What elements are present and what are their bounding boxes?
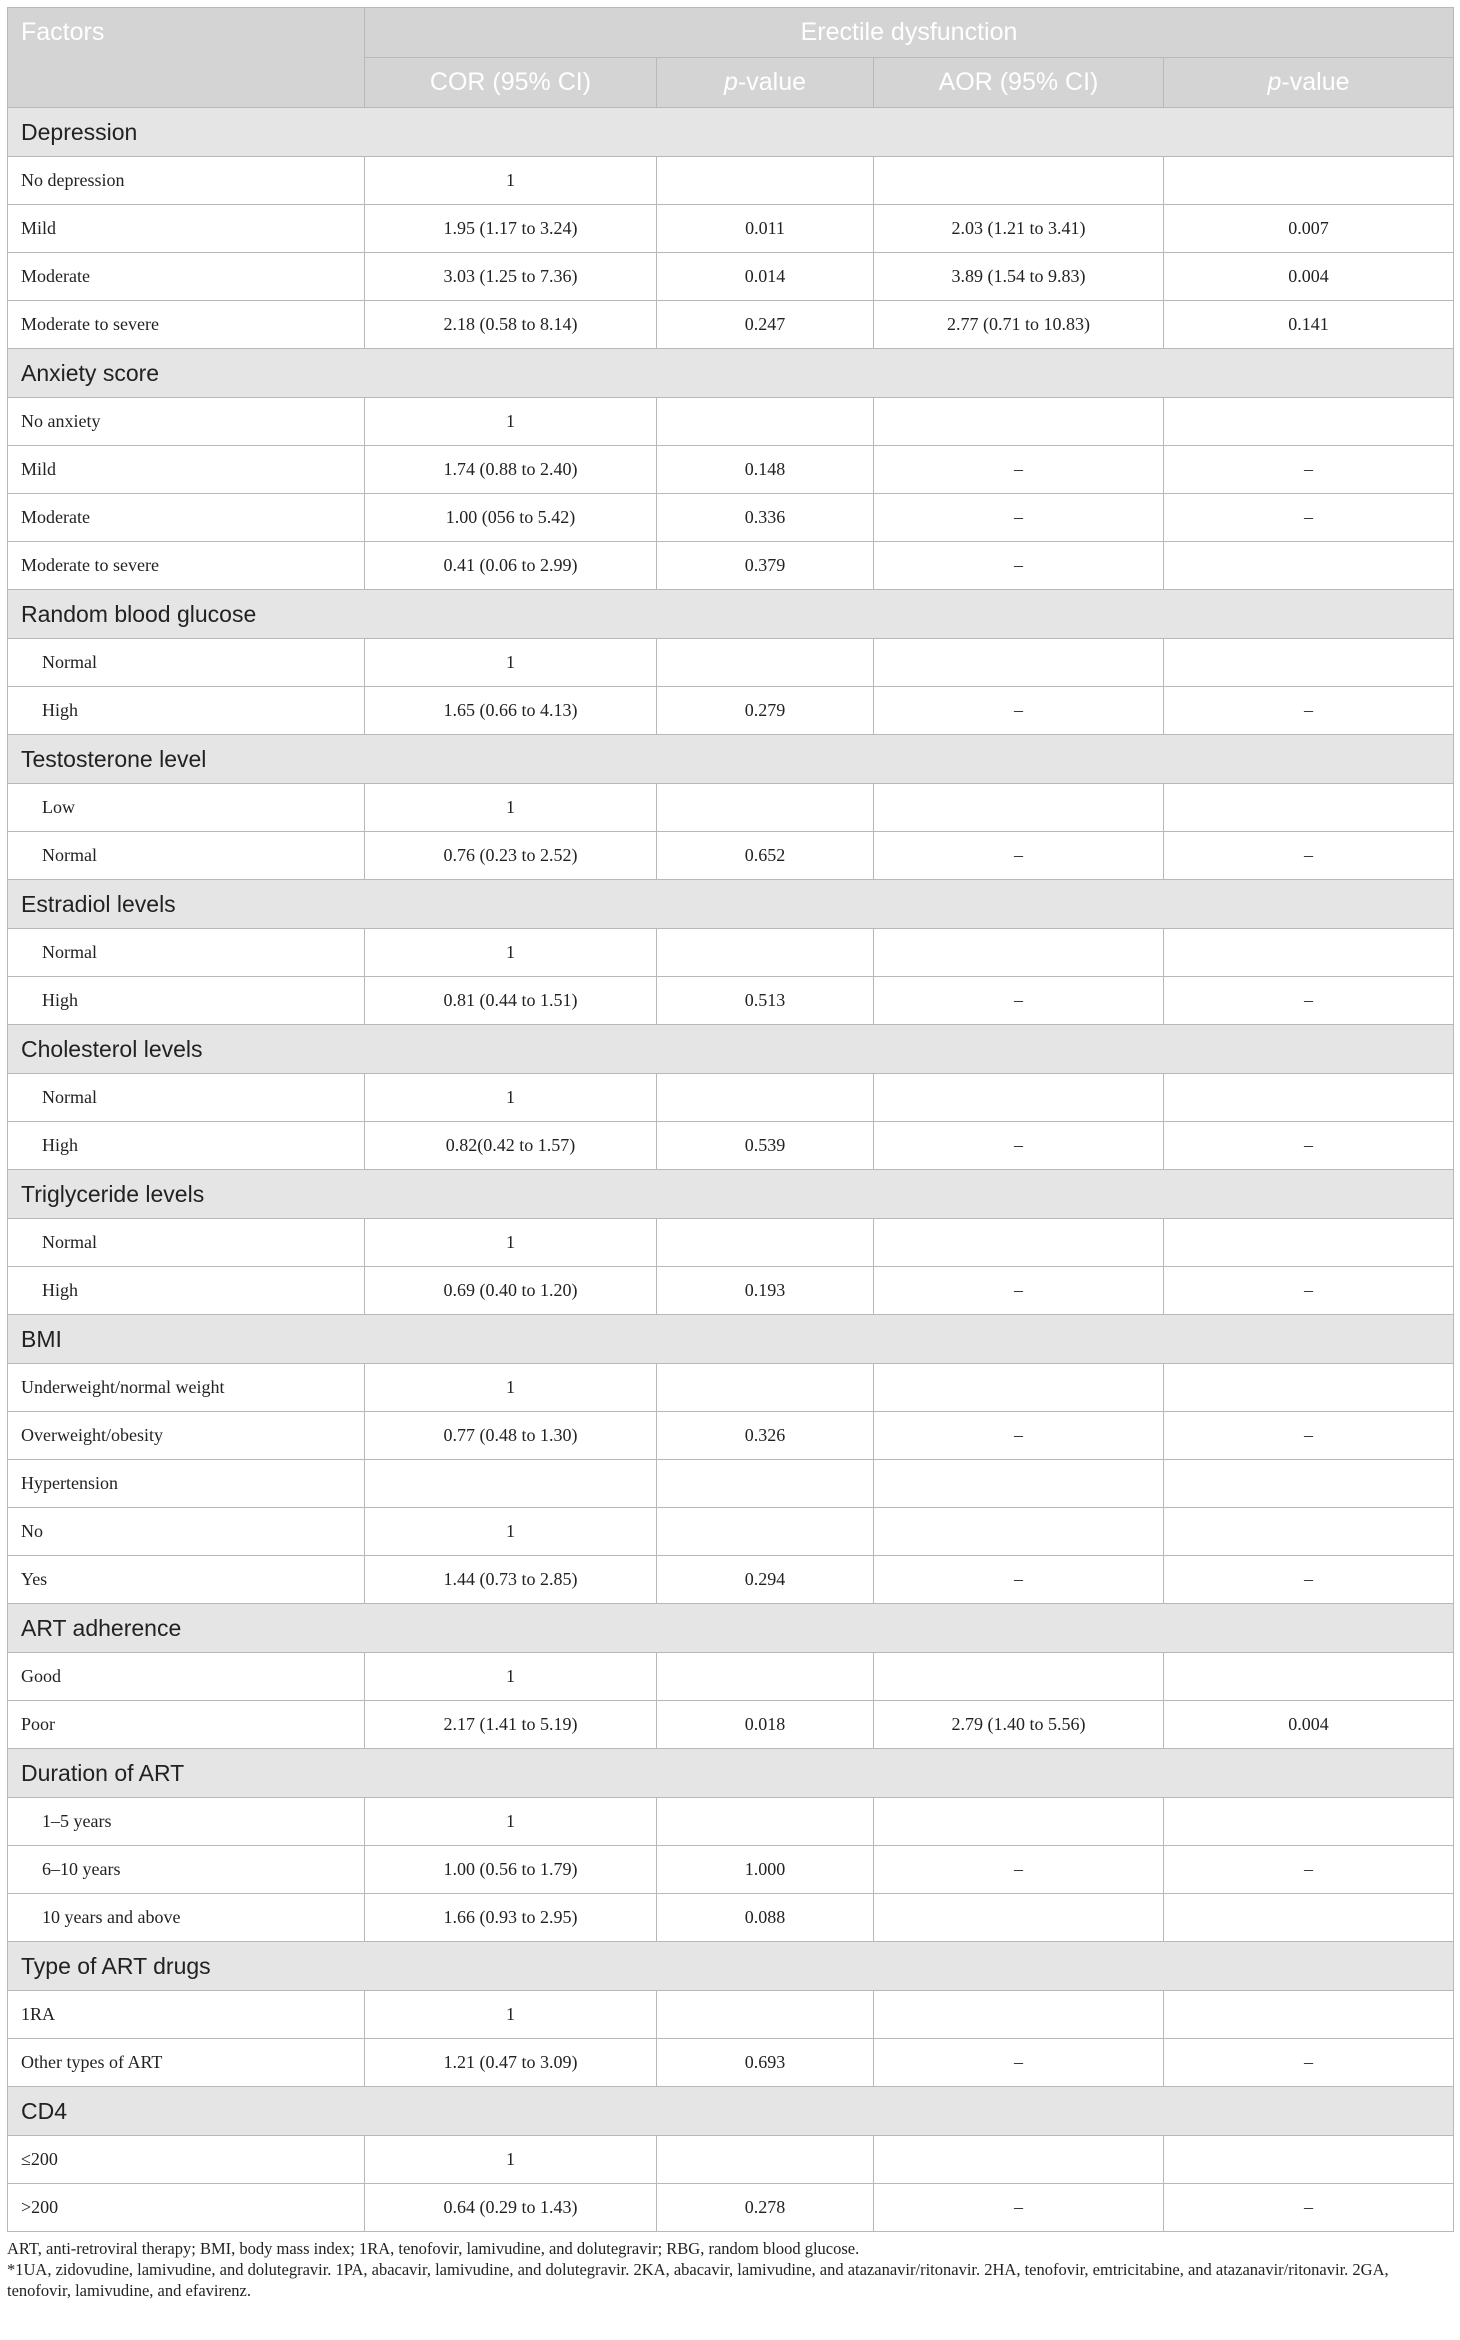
cor-p-value-cell: 0.326 (657, 1412, 874, 1460)
aor-p-value-cell: – (1164, 1556, 1454, 1604)
table-row (8, 1074, 1454, 1122)
cor-p-value-cell: 0.011 (657, 205, 874, 253)
table-row (8, 1122, 1454, 1170)
section-label: ART adherence (8, 1604, 1454, 1653)
aor-p-value-cell (1164, 1508, 1454, 1556)
aor-p-value-cell (1164, 639, 1454, 687)
results-table-container (7, 7, 1453, 2301)
table-row (8, 157, 1454, 205)
aor-p-value-cell: – (1164, 687, 1454, 735)
aor-p-value-cell: – (1164, 494, 1454, 542)
aor-p-value-cell: 0.004 (1164, 253, 1454, 301)
factor-label-cell: Moderate to severe (8, 542, 365, 590)
cor-p-value-cell: 0.018 (657, 1701, 874, 1749)
cor-cell: 1 (365, 1219, 657, 1267)
aor-cell (874, 157, 1164, 205)
cor-cell: 0.81 (0.44 to 1.51) (365, 977, 657, 1025)
section-label: Cholesterol levels (8, 1025, 1454, 1074)
cor-p-value-cell: 0.088 (657, 1894, 874, 1942)
aor-p-value-cell: – (1164, 1846, 1454, 1894)
aor-p-value-cell (1164, 1364, 1454, 1412)
aor-cell: 2.03 (1.21 to 3.41) (874, 205, 1164, 253)
factor-label-cell: Normal (8, 832, 365, 880)
aor-p-value-cell: 0.141 (1164, 301, 1454, 349)
cor-p-value-cell (657, 1074, 874, 1122)
table-footnotes (7, 2238, 1453, 2301)
aor-cell (874, 1074, 1164, 1122)
aor-p-value-cell: – (1164, 832, 1454, 880)
aor-cell (874, 929, 1164, 977)
aor-cell: – (874, 832, 1164, 880)
aor-cell: – (874, 687, 1164, 735)
table-row (8, 639, 1454, 687)
table-body (8, 108, 1454, 2232)
aor-p-value-cell (1164, 2136, 1454, 2184)
table-row (8, 929, 1454, 977)
cor-p-value-cell (657, 784, 874, 832)
cor-cell: 1.65 (0.66 to 4.13) (365, 687, 657, 735)
aor-p-value-cell (1164, 157, 1454, 205)
results-table (7, 7, 1454, 2232)
cor-p-value-cell (657, 1991, 874, 2039)
cor-p-value-cell (657, 1653, 874, 1701)
section-row (8, 735, 1454, 784)
aor-p-value-cell: – (1164, 1412, 1454, 1460)
factor-label-cell: Other types of ART (8, 2039, 365, 2087)
factor-label-cell: Poor (8, 1701, 365, 1749)
table-row (8, 1556, 1454, 1604)
cor-cell: 0.41 (0.06 to 2.99) (365, 542, 657, 590)
cor-p-value-cell (657, 639, 874, 687)
p-italic: p (1267, 68, 1282, 96)
cor-p-value-cell (657, 1219, 874, 1267)
cor-cell: 1 (365, 1653, 657, 1701)
aor-cell: 3.89 (1.54 to 9.83) (874, 253, 1164, 301)
factor-label-cell: No (8, 1508, 365, 1556)
erectile-dysfunction-header: Erectile dysfunction (365, 8, 1454, 58)
section-label: Random blood glucose (8, 590, 1454, 639)
aor-p-value-cell: – (1164, 1122, 1454, 1170)
section-label: Anxiety score (8, 349, 1454, 398)
table-row (8, 205, 1454, 253)
section-row (8, 1315, 1454, 1364)
aor-p-value-cell (1164, 398, 1454, 446)
aor-cell (874, 1798, 1164, 1846)
cor-cell: 1 (365, 929, 657, 977)
cor-p-value-cell (657, 2136, 874, 2184)
factor-label-cell: Hypertension (8, 1460, 365, 1508)
cor-p-value-cell (657, 157, 874, 205)
table-row (8, 1219, 1454, 1267)
factor-label-cell: Moderate (8, 253, 365, 301)
factor-label-cell: Good (8, 1653, 365, 1701)
aor-cell: – (874, 1412, 1164, 1460)
aor-header: AOR (95% CI) (874, 58, 1164, 108)
aor-p-value-cell: – (1164, 446, 1454, 494)
aor-p-value-cell (1164, 929, 1454, 977)
section-label: Type of ART drugs (8, 1942, 1454, 1991)
cor-p-value-cell: 0.148 (657, 446, 874, 494)
cor-p-value-cell: 0.693 (657, 2039, 874, 2087)
cor-cell: 1.21 (0.47 to 3.09) (365, 2039, 657, 2087)
cor-p-value-cell: 0.014 (657, 253, 874, 301)
aor-cell (874, 1460, 1164, 1508)
cor-cell: 0.64 (0.29 to 1.43) (365, 2184, 657, 2232)
factor-label-cell: >200 (8, 2184, 365, 2232)
table-row (8, 784, 1454, 832)
aor-cell (874, 1991, 1164, 2039)
aor-cell (874, 1653, 1164, 1701)
cor-cell: 3.03 (1.25 to 7.36) (365, 253, 657, 301)
factor-label-cell: 1RA (8, 1991, 365, 2039)
factor-label-cell: ≤200 (8, 2136, 365, 2184)
cor-cell: 0.82(0.42 to 1.57) (365, 1122, 657, 1170)
table-row (8, 542, 1454, 590)
cor-cell: 1.66 (0.93 to 2.95) (365, 1894, 657, 1942)
cor-cell: 1 (365, 398, 657, 446)
section-row (8, 2087, 1454, 2136)
cor-p-value-cell: 0.294 (657, 1556, 874, 1604)
table-row (8, 1894, 1454, 1942)
factor-label-cell: No anxiety (8, 398, 365, 446)
cor-cell (365, 1460, 657, 1508)
table-row (8, 832, 1454, 880)
table-row (8, 687, 1454, 735)
aor-p-value-cell: – (1164, 2184, 1454, 2232)
table-row (8, 1653, 1454, 1701)
table-row (8, 1267, 1454, 1315)
table-row (8, 1798, 1454, 1846)
cor-cell: 1 (365, 157, 657, 205)
cor-cell: 1 (365, 1364, 657, 1412)
aor-p-value-cell (1164, 1798, 1454, 1846)
aor-cell: – (874, 1556, 1164, 1604)
section-row (8, 1942, 1454, 1991)
table-row (8, 1991, 1454, 2039)
aor-cell: – (874, 446, 1164, 494)
cor-p-value-cell (657, 1508, 874, 1556)
cor-p-value-cell (657, 1798, 874, 1846)
aor-p-value-cell (1164, 784, 1454, 832)
factor-label-cell: Moderate (8, 494, 365, 542)
cor-p-value-cell: 0.278 (657, 2184, 874, 2232)
factor-label-cell: Yes (8, 1556, 365, 1604)
factor-label-cell: Normal (8, 639, 365, 687)
aor-cell: – (874, 2039, 1164, 2087)
cor-cell: 1 (365, 1508, 657, 1556)
cor-p-value-cell (657, 1460, 874, 1508)
aor-p-value-cell (1164, 1894, 1454, 1942)
cor-p-value-cell: 0.193 (657, 1267, 874, 1315)
aor-cell: – (874, 977, 1164, 1025)
section-row (8, 108, 1454, 157)
cor-cell: 0.76 (0.23 to 2.52) (365, 832, 657, 880)
aor-p-value-cell (1164, 1074, 1454, 1122)
aor-p-value-cell: – (1164, 977, 1454, 1025)
cor-cell: 1.74 (0.88 to 2.40) (365, 446, 657, 494)
cor-p-value-cell: 0.652 (657, 832, 874, 880)
aor-cell (874, 1219, 1164, 1267)
aor-p-value-cell (1164, 1991, 1454, 2039)
cor-p-value-cell: 0.539 (657, 1122, 874, 1170)
table-row (8, 2039, 1454, 2087)
section-row (8, 349, 1454, 398)
factor-label-cell: High (8, 977, 365, 1025)
aor-p-value-cell: 0.004 (1164, 1701, 1454, 1749)
table-row (8, 1508, 1454, 1556)
aor-cell: – (874, 542, 1164, 590)
aor-p-value-cell (1164, 1460, 1454, 1508)
factor-label-cell: Normal (8, 929, 365, 977)
factor-label-cell: Mild (8, 205, 365, 253)
factor-label-cell: No depression (8, 157, 365, 205)
section-row (8, 1749, 1454, 1798)
aor-p-value-cell: – (1164, 1267, 1454, 1315)
cor-cell: 1 (365, 639, 657, 687)
section-row (8, 1604, 1454, 1653)
section-row (8, 1025, 1454, 1074)
aor-cell: – (874, 1267, 1164, 1315)
cor-p-value-cell (657, 398, 874, 446)
table-row (8, 2136, 1454, 2184)
table-row (8, 398, 1454, 446)
section-label: Depression (8, 108, 1454, 157)
aor-cell: 2.79 (1.40 to 5.56) (874, 1701, 1164, 1749)
cor-p-value-cell: 0.513 (657, 977, 874, 1025)
factor-label-cell: Mild (8, 446, 365, 494)
section-label: Triglyceride levels (8, 1170, 1454, 1219)
aor-p-value-cell: – (1164, 2039, 1454, 2087)
factor-label-cell: Low (8, 784, 365, 832)
factors-header: Factors (8, 8, 365, 108)
p-value-suffix: -value (1281, 68, 1350, 96)
section-label: CD4 (8, 2087, 1454, 2136)
aor-cell: – (874, 2184, 1164, 2232)
cor-header: COR (95% CI) (365, 58, 657, 108)
section-label: Testosterone level (8, 735, 1454, 784)
table-row (8, 301, 1454, 349)
section-label: Duration of ART (8, 1749, 1454, 1798)
cor-cell: 1 (365, 1991, 657, 2039)
aor-cell (874, 2136, 1164, 2184)
aor-p-value-cell (1164, 1219, 1454, 1267)
factor-label-cell: High (8, 687, 365, 735)
section-row (8, 590, 1454, 639)
cor-p-value-cell: 0.279 (657, 687, 874, 735)
factor-label-cell: High (8, 1267, 365, 1315)
aor-p-value-cell: 0.007 (1164, 205, 1454, 253)
header-row-top (8, 8, 1454, 58)
cor-cell: 1.00 (0.56 to 1.79) (365, 1846, 657, 1894)
aor-cell (874, 1894, 1164, 1942)
aor-cell (874, 398, 1164, 446)
factor-label-cell: High (8, 1122, 365, 1170)
cor-p-value-cell (657, 929, 874, 977)
factor-label-cell: Normal (8, 1074, 365, 1122)
table-row (8, 1412, 1454, 1460)
table-row (8, 1701, 1454, 1749)
cor-cell: 2.18 (0.58 to 8.14) (365, 301, 657, 349)
table-row (8, 977, 1454, 1025)
table-row (8, 253, 1454, 301)
section-row (8, 880, 1454, 929)
factor-label-cell: Moderate to severe (8, 301, 365, 349)
aor-cell (874, 1508, 1164, 1556)
section-label: BMI (8, 1315, 1454, 1364)
table-row (8, 1364, 1454, 1412)
p-value-header-2 (1164, 58, 1454, 108)
cor-cell: 1.44 (0.73 to 2.85) (365, 1556, 657, 1604)
table-row (8, 446, 1454, 494)
drug-regimen-note: *1UA, zidovudine, lamivudine, and dolutegravir. 1PA, abacavir, lamivudine, and dolutegravir. 2KA, abacavir, lamivudine, and atazanavir/ritonavir. 2HA, tenofovir, emtricitabine, and atazanavir/ritonavir. 2GA, tenofovir, lamivudine, and efavirenz. (7, 2260, 1389, 2300)
table-row (8, 1460, 1454, 1508)
section-row (8, 1170, 1454, 1219)
cor-p-value-cell: 0.247 (657, 301, 874, 349)
aor-cell: – (874, 494, 1164, 542)
aor-cell: – (874, 1122, 1164, 1170)
table-row (8, 2184, 1454, 2232)
factor-label-cell: 10 years and above (8, 1894, 365, 1942)
cor-cell: 1.95 (1.17 to 3.24) (365, 205, 657, 253)
factor-label-cell: 6–10 years (8, 1846, 365, 1894)
factor-label-cell: Underweight/normal weight (8, 1364, 365, 1412)
factor-label-cell: Overweight/obesity (8, 1412, 365, 1460)
cor-cell: 0.77 (0.48 to 1.30) (365, 1412, 657, 1460)
p-value-header-1 (657, 58, 874, 108)
cor-p-value-cell: 0.379 (657, 542, 874, 590)
abbreviations-note: ART, anti-retroviral therapy; BMI, body mass index; 1RA, tenofovir, lamivudine, and dolutegravir; RBG, random blood glucose. (7, 2239, 860, 2258)
p-italic: p (724, 68, 738, 96)
cor-p-value-cell: 1.000 (657, 1846, 874, 1894)
cor-cell: 1.00 (056 to 5.42) (365, 494, 657, 542)
aor-p-value-cell (1164, 542, 1454, 590)
table-header (8, 8, 1454, 108)
cor-cell: 0.69 (0.40 to 1.20) (365, 1267, 657, 1315)
factor-label-cell: Normal (8, 1219, 365, 1267)
factor-label-cell: 1–5 years (8, 1798, 365, 1846)
aor-cell (874, 784, 1164, 832)
table-row (8, 1846, 1454, 1894)
table-row (8, 494, 1454, 542)
aor-cell (874, 639, 1164, 687)
cor-p-value-cell (657, 1364, 874, 1412)
cor-cell: 1 (365, 1074, 657, 1122)
cor-p-value-cell: 0.336 (657, 494, 874, 542)
aor-cell (874, 1364, 1164, 1412)
cor-cell: 1 (365, 1798, 657, 1846)
section-label: Estradiol levels (8, 880, 1454, 929)
cor-cell: 1 (365, 784, 657, 832)
p-value-suffix: -value (737, 68, 806, 96)
cor-cell: 2.17 (1.41 to 5.19) (365, 1701, 657, 1749)
aor-p-value-cell (1164, 1653, 1454, 1701)
aor-cell: – (874, 1846, 1164, 1894)
cor-cell: 1 (365, 2136, 657, 2184)
aor-cell: 2.77 (0.71 to 10.83) (874, 301, 1164, 349)
